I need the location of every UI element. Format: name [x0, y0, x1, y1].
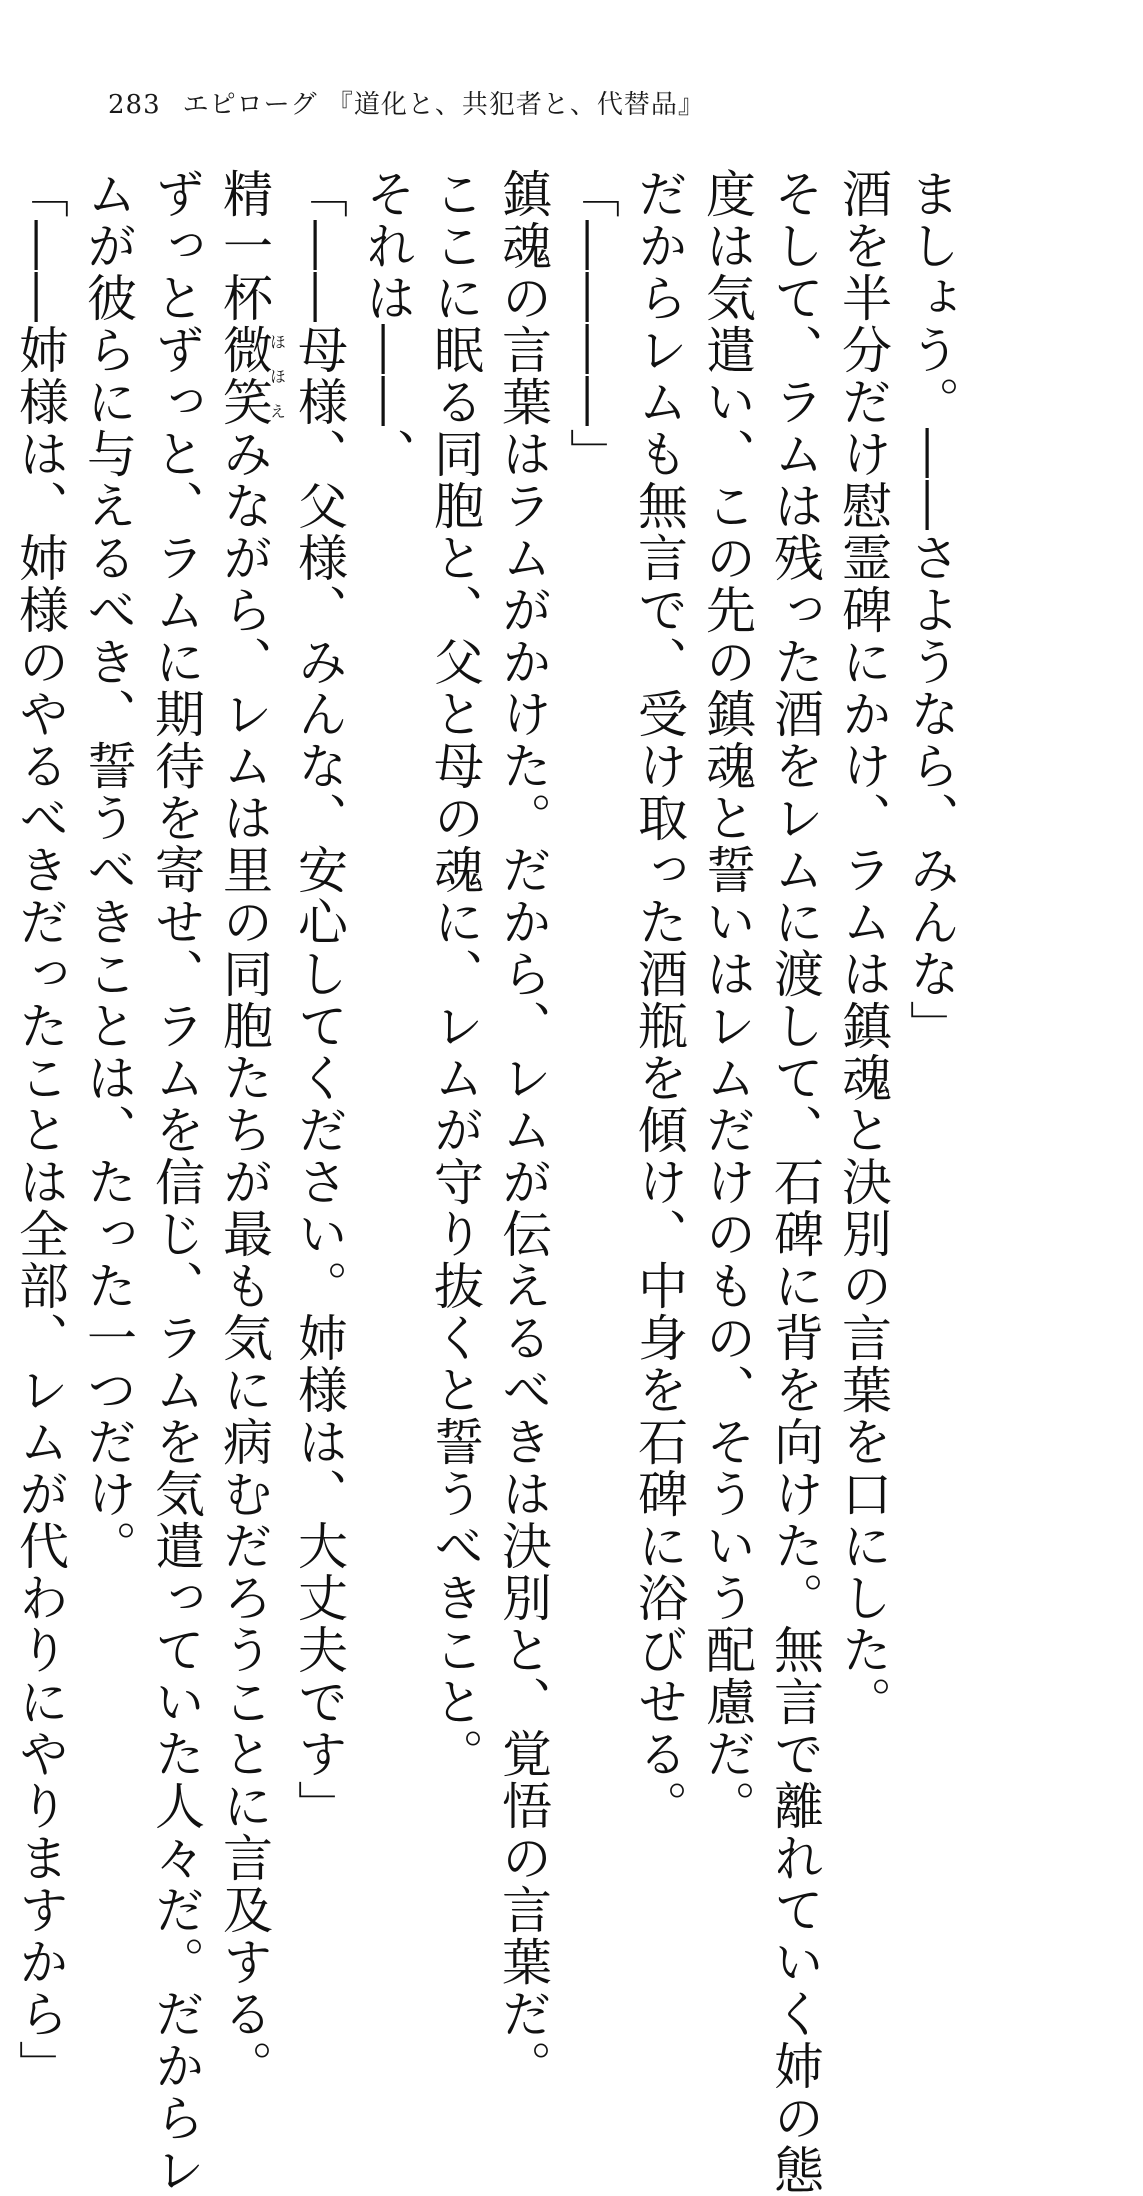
- text-line-6: 「――――」: [562, 168, 620, 480]
- furigana-hohoe: [215, 324, 287, 428]
- text-line-1: ましょう。――さようなら、みんな」: [902, 168, 960, 1052]
- page-number: 283: [108, 90, 161, 120]
- text-line-10: 「――母様、父様、みんな、安心してください。姉様は、大丈夫です」: [290, 168, 348, 1832]
- text-line-15: [0, 168, 6, 1648]
- text-line-11-pre: 精一杯: [215, 168, 273, 324]
- text-line-2: 酒を半分だけ慰霊碑にかけ、ラムは鎮魂と決別の言葉を口にした。: [834, 168, 892, 1728]
- text-line-11-post: みながら、レムは里の同胞たちが最も気に病むだろうことに言及する。: [215, 428, 273, 2092]
- text-line-11: [210, 168, 287, 2092]
- text-line-14: 「――姉様は、姉様のやるべきだったことは全部、レムが代わりにやりますから」: [11, 168, 69, 2092]
- text-line-5: だからレムも無言で、受け取った酒瓶を傾け、中身を石碑に浴びせる。: [630, 168, 688, 1832]
- chapter-title: エピローグ 『道化と、共犯者と、代替品』: [182, 90, 705, 120]
- ruby-base: 微笑: [215, 324, 273, 428]
- text-line-3: そして、ラムは残った酒をレムに渡して、石碑に背を向けた。無言で離れていく姉の態: [766, 168, 824, 2196]
- text-line-7: 鎮魂の言葉はラムがかけた。だから、レムが伝えるべきは決別と、覚悟の言葉だ。: [494, 168, 552, 2092]
- text-line-9: それは――、: [358, 168, 416, 480]
- text-line-4: 度は気遣い、この先の鎮魂と誓いはレムだけのもの、そういう配慮だ。: [698, 168, 756, 1832]
- text-line-8: ここに眠る同胞と、父と母の魂に、レムが守り抜くと誓うべきこと。: [426, 168, 484, 1780]
- ruby-reading: ほほえ: [267, 324, 287, 428]
- vertical-body-text: [0, 168, 965, 2196]
- text-line-12: ずっとずっと、ラムに期待を寄せ、ラムを信じ、ラムを気遣っていた人々だ。だからレ: [147, 168, 205, 2196]
- text-line-13: ムが彼らに与えるべき、誓うべきことは、たった一つだけ。: [79, 168, 137, 1572]
- running-header: [108, 84, 705, 121]
